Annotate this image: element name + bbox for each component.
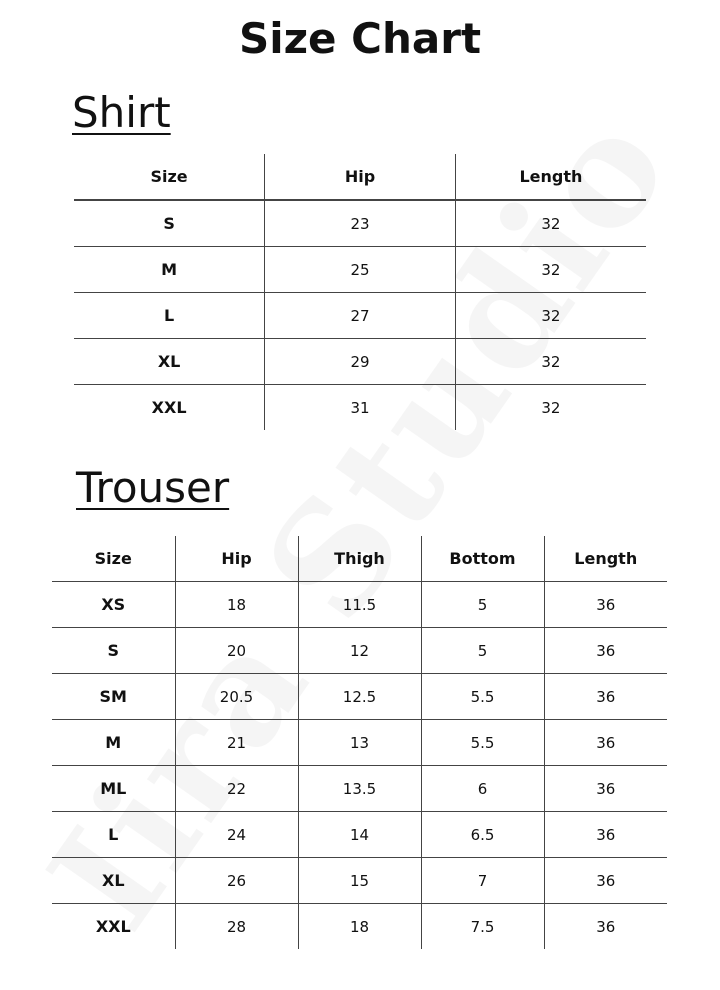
measurement-cell: 22	[175, 766, 298, 812]
table-row	[52, 628, 667, 674]
measurement-cell: 6.5	[421, 812, 544, 858]
size-cell: XS	[52, 582, 175, 628]
measurement-cell: 13	[298, 720, 421, 766]
measurement-cell: 7	[421, 858, 544, 904]
measurement-cell: 14	[298, 812, 421, 858]
measurement-cell: 32	[455, 339, 646, 385]
table-row	[74, 247, 646, 293]
measurement-cell: 36	[544, 582, 667, 628]
measurement-cell: 32	[541, 398, 561, 417]
table-row	[52, 582, 667, 628]
page-title: Size Chart	[238, 14, 482, 63]
size-cell: L	[74, 293, 265, 339]
measurement-cell: 5.5	[421, 720, 544, 766]
measurement-cell: 31	[265, 385, 456, 431]
column-header-hip: Hip	[265, 154, 456, 200]
measurement-cell: 5	[421, 628, 544, 674]
measurement-cell: 21	[175, 720, 298, 766]
size-cell: XL	[52, 858, 175, 904]
table-row	[52, 812, 667, 858]
table-row	[52, 720, 667, 766]
trouser-section-title: Trouser	[76, 463, 230, 512]
measurement-cell: 13.5	[298, 766, 421, 812]
measurement-cell: 36	[544, 628, 667, 674]
measurement-cell: 27	[265, 293, 456, 339]
measurement-cell: 36	[544, 766, 667, 812]
size-cell: M	[52, 720, 175, 766]
column-header-hip: Hip	[175, 536, 298, 582]
measurement-cell: 23	[265, 200, 456, 247]
table-row	[52, 674, 667, 720]
column-header-size: Size	[74, 154, 265, 200]
measurement-cell: 5.5	[421, 674, 544, 720]
measurement-cell: 24	[175, 812, 298, 858]
column-header-bottom: Bottom	[421, 536, 544, 582]
measurement-cell: 20	[175, 628, 298, 674]
size-cell: M	[74, 247, 265, 293]
measurement-cell: 5	[421, 582, 544, 628]
measurement-cell: 29	[265, 339, 456, 385]
table-header-row	[74, 154, 646, 200]
size-cell: XXL	[52, 904, 175, 950]
measurement-cell: 36	[544, 812, 667, 858]
measurement-cell: 25	[265, 247, 456, 293]
column-header-thigh: Thigh	[298, 536, 421, 582]
measurement-cell: 7.5	[421, 904, 544, 950]
column-header-length: Length	[455, 154, 646, 200]
table-row	[74, 339, 646, 385]
shirt-section-title: Shirt	[72, 88, 171, 137]
size-cell: ML	[52, 766, 175, 812]
measurement-cell: 36	[596, 917, 616, 936]
measurement-cell: 26	[175, 858, 298, 904]
measurement-cell: 6	[421, 766, 544, 812]
trouser-size-table	[52, 536, 667, 949]
measurement-cell: 18	[298, 904, 421, 950]
column-header-size: Size	[52, 536, 175, 582]
measurement-cell: 18	[175, 582, 298, 628]
measurement-cell: 36	[544, 674, 667, 720]
measurement-cell: 32	[455, 293, 646, 339]
measurement-cell: 12.5	[298, 674, 421, 720]
measurement-cell: 28	[175, 904, 298, 950]
table-row	[52, 766, 667, 812]
shirt-size-table	[74, 154, 646, 430]
measurement-cell: 11.5	[298, 582, 421, 628]
measurement-cell: 12	[298, 628, 421, 674]
size-cell: S	[52, 628, 175, 674]
table-row	[74, 200, 646, 247]
table-row	[52, 858, 667, 904]
measurement-cell: 15	[298, 858, 421, 904]
table-header-row	[52, 536, 667, 582]
measurement-cell: 32	[455, 247, 646, 293]
size-cell: SM	[52, 674, 175, 720]
size-cell: XXL	[74, 385, 265, 431]
measurement-cell: 36	[544, 720, 667, 766]
measurement-cell: 32	[455, 200, 646, 247]
table-row	[74, 293, 646, 339]
size-cell: S	[74, 200, 265, 247]
table-row	[74, 385, 646, 431]
measurement-cell: 20.5	[175, 674, 298, 720]
column-header-length: Length	[544, 536, 667, 582]
size-cell: L	[52, 812, 175, 858]
table-row	[52, 904, 667, 950]
measurement-cell: 36	[544, 858, 667, 904]
size-cell: XL	[74, 339, 265, 385]
